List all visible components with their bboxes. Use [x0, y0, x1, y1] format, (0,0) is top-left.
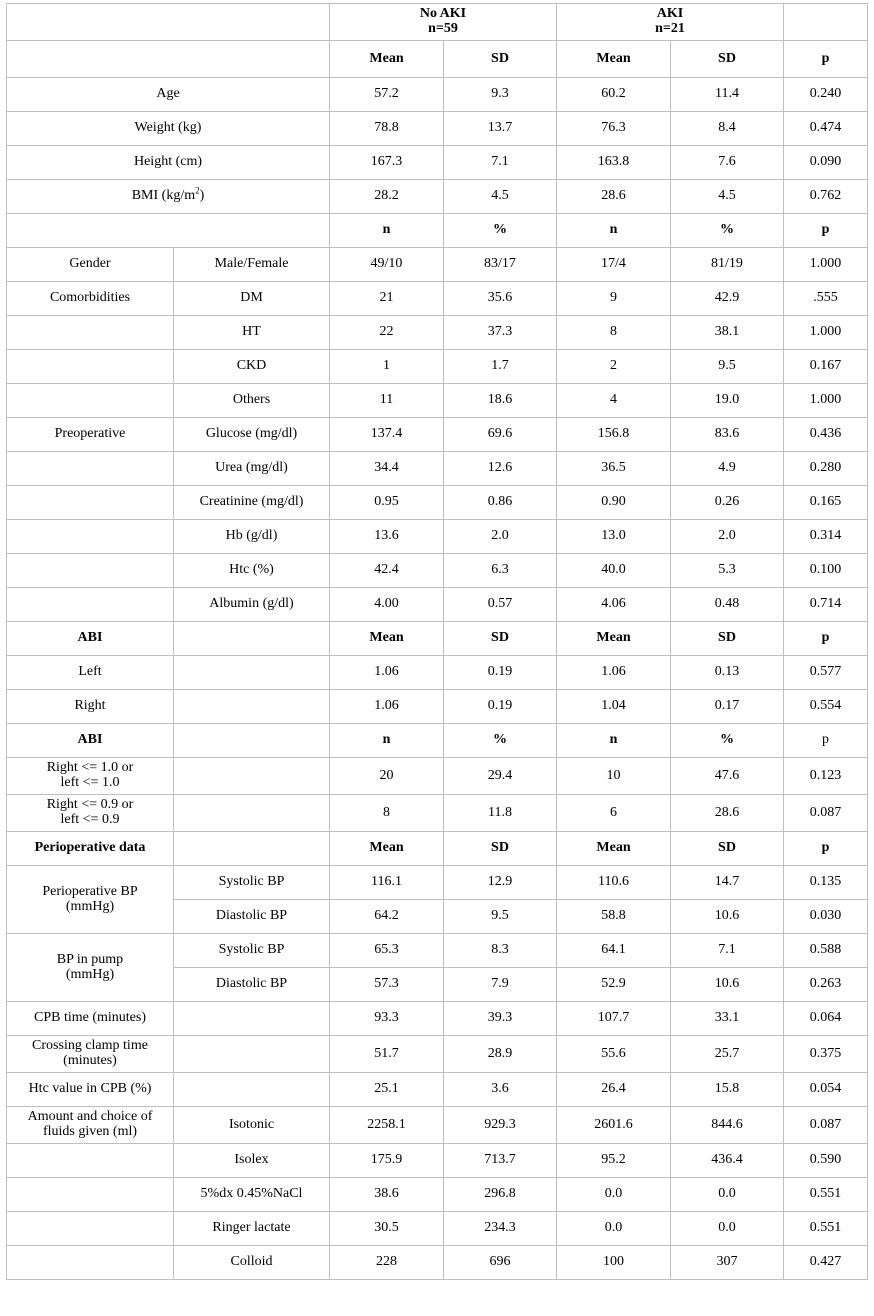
table-row-weight: Weight (kg) 78.8 13.7 76.3 8.4 0.474 [7, 112, 868, 146]
table-row-bmi: BMI $(kg/m^2)$ 28.2 4.5 28.6 4.5 0.762 [7, 180, 868, 214]
abi-header-row: ABI Mean SD Mean SD p [7, 622, 868, 656]
table-row-clamp-time: Crossing clamp time (minutes) 51.7 28.9 55.6 25.7 0.375 [7, 1036, 868, 1073]
table-row-ckd: CKD 1 1.7 2 9.5 0.167 [7, 350, 868, 384]
section-title-perioperative: Perioperative data [7, 832, 174, 866]
count-header-row: n % n % p [7, 214, 868, 248]
table-row-abi-0-9: Right <= 0.9 or left <= 0.9 8 11.8 6 28.6 0.087 [7, 795, 868, 832]
table-row-abi-left: Left 1.06 0.19 1.06 0.13 0.577 [7, 656, 868, 690]
section-title-abi: ABI [7, 724, 174, 758]
table-row-dextrose-nacl: 5%dx 0.45%NaCl 38.6 296.8 0.0 0.0 0.551 [7, 1178, 868, 1212]
table-row-htc: Htc (%) 42.4 6.3 40.0 5.3 0.100 [7, 554, 868, 588]
table-row-age: Age 57.2 9.3 60.2 11.4 0.240 [7, 78, 868, 112]
table-row-ht: HT 22 37.3 8 38.1 1.000 [7, 316, 868, 350]
table-row-ringer-lactate: Ringer lactate 30.5 234.3 0.0 0.0 0.551 [7, 1212, 868, 1246]
table-row-dm: Comorbidities DM 21 35.6 9 42.9 .555 [7, 282, 868, 316]
aki-comparison-table [6, 3, 868, 1280]
table-row-htc-cpb: Htc value in CPB (%) 25.1 3.6 26.4 15.8 0.054 [7, 1073, 868, 1107]
perioperative-header-row: Perioperative data Mean SD Mean SD p [7, 832, 868, 866]
table-row-peri-diastolic: Diastolic BP 64.2 9.5 58.8 10.6 0.030 [7, 900, 868, 934]
table-row-abi-right: Right 1.06 0.19 1.04 0.17 0.554 [7, 690, 868, 724]
table-row-abi-1-0: Right <= 1.0 or left <= 1.0 20 29.4 10 47.6 0.123 [7, 758, 868, 795]
table-row-isolex: Isolex 175.9 713.7 95.2 436.4 0.590 [7, 1144, 868, 1178]
table-row-urea: Urea (mg/dl) 34.4 12.6 36.5 4.9 0.280 [7, 452, 868, 486]
table-row-albumin: Albumin (g/dl) 4.00 0.57 4.06 0.48 0.714 [7, 588, 868, 622]
table-row-isotonic: Amount and choice of fluids given (ml) Isotonic 2258.1 929.3 2601.6 844.6 0.087 [7, 1107, 868, 1144]
section-title-abi: ABI [7, 622, 174, 656]
table-row-gender: Gender Male/Female 49/10 83/17 17/4 81/19 1.000 [7, 248, 868, 282]
header-row [7, 4, 868, 41]
table-row-hb: Hb (g/dl) 13.6 2.0 13.0 2.0 0.314 [7, 520, 868, 554]
table-row-height: Height (cm) 167.3 7.1 163.8 7.6 0.090 [7, 146, 868, 180]
abi-count-header-row: ABI n % n % p [7, 724, 868, 758]
table-row-peri-systolic: Perioperative BP (mmHg) Systolic BP 116.1 12.9 110.6 14.7 0.135 [7, 866, 868, 900]
group-aki-header: AKI n=21 [557, 4, 784, 41]
table-row-cpb-time: CPB time (minutes) 93.3 39.3 107.7 33.1 0.064 [7, 1002, 868, 1036]
table-row-glucose: Preoperative Glucose (mg/dl) 137.4 69.6 156.8 83.6 0.436 [7, 418, 868, 452]
table-row-pump-systolic: BP in pump (mmHg) Systolic BP 65.3 8.3 64.1 7.1 0.588 [7, 934, 868, 968]
table-row-creatinine: Creatinine (mg/dl) 0.95 0.86 0.90 0.26 0.165 [7, 486, 868, 520]
table-row-pump-diastolic: Diastolic BP 57.3 7.9 52.9 10.6 0.263 [7, 968, 868, 1002]
stat-header-row: Mean SD Mean SD p [7, 41, 868, 78]
table-row-colloid: Colloid 228 696 100 307 0.427 [7, 1246, 868, 1280]
table-row-others: Others 11 18.6 4 19.0 1.000 [7, 384, 868, 418]
group-no-aki-header: No AKI n=59 [330, 4, 557, 41]
